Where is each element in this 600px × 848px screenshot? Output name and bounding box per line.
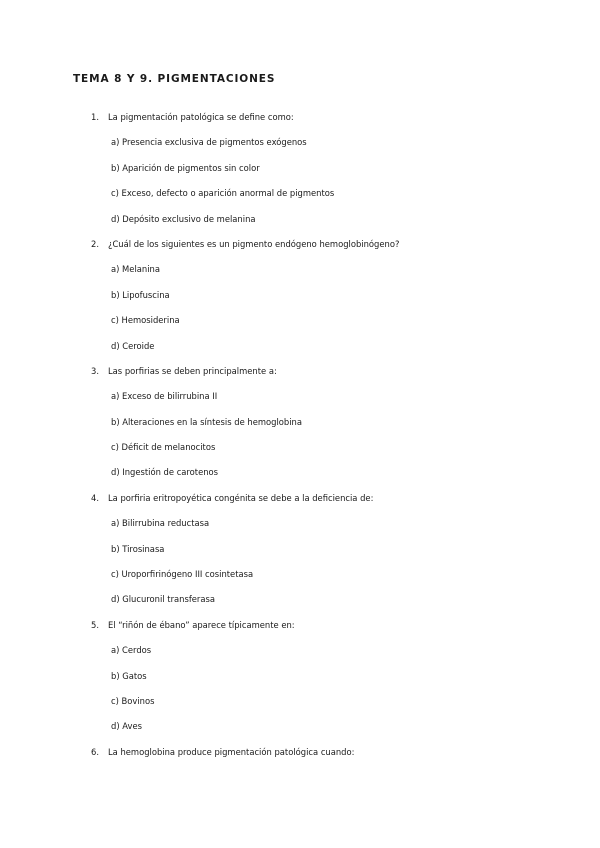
question-text: La hemoglobina produce pigmentación patológica cuando: [108,746,355,757]
question-number: 6. [91,746,99,757]
answer-option [0,389,600,414]
answer-option-text: d) Depósito exclusivo de melanina [111,213,256,224]
answer-option-text: b) Tirosinasa [111,543,165,554]
answer-option-text: c) Déficit de melanocitos [111,442,216,453]
answer-option [0,440,600,465]
answer-option-text: a) Exceso de bilirrubina II [111,391,218,402]
question-6 [0,745,600,770]
answer-option-text: c) Bovinos [111,695,155,706]
question-3 [0,364,600,491]
answer-option-text: d) Ceroide [111,340,155,351]
answer-option [0,161,600,186]
question-text: ¿Cuál de los siguientes es un pigmento endógeno hemoglobinógeno? [108,238,400,249]
answer-option-text: a) Cerdos [111,645,152,656]
question-header [0,237,600,262]
answer-option-text: c) Hemosiderina [111,315,180,326]
answer-option [0,339,600,364]
question-header [0,618,600,643]
page-title: TEMA 8 Y 9. PIGMENTACIONES [73,73,276,85]
answer-option-text: a) Bilirrubina reductasa [111,518,210,529]
question-5 [0,618,600,745]
answer-option [0,592,600,617]
question-header [0,364,600,389]
answer-option-text: c) Exceso, defecto o aparición anormal de pigmentos [111,188,335,199]
answer-option [0,516,600,541]
question-number: 4. [91,492,99,503]
answer-option-text: b) Gatos [111,670,147,681]
answer-option [0,288,600,313]
question-text: La pigmentación patológica se define como: [108,112,294,122]
question-header [0,491,600,516]
answer-option [0,694,600,719]
answer-option-text: d) Glucuronil transferasa [111,594,215,605]
answer-option [0,567,600,592]
question-2 [0,237,600,364]
question-text: El “riñón de ébano” aparece típicamente en: [108,619,295,630]
answer-option [0,186,600,211]
answer-option-text: a) Melanina [111,264,160,275]
answer-option-text: b) Aparición de pigmentos sin color [111,162,260,173]
answer-option [0,643,600,668]
answer-option-text: b) Alteraciones en la síntesis de hemoglobina [111,416,302,427]
answer-option-text: b) Lipofuscina [111,289,170,300]
question-header [0,745,600,770]
question-1 [0,110,600,237]
answer-option [0,135,600,160]
question-number: 3. [91,365,99,376]
question-text: La porfiria eritropoyética congénita se debe a la deficiencia de: [108,492,374,503]
answer-option [0,212,600,237]
question-4 [0,491,600,618]
answer-option-text: c) Uroporfirinógeno III cosintetasa [111,569,254,580]
answer-option [0,415,600,440]
answer-option-text: d) Aves [111,721,142,732]
answer-option [0,465,600,490]
question-text: Las porfirias se deben principalmente a: [108,365,277,376]
answer-option [0,719,600,744]
question-list [0,110,600,770]
question-header [0,110,600,135]
answer-option [0,313,600,338]
answer-option [0,669,600,694]
question-number: 2. [91,238,99,249]
answer-option [0,542,600,567]
question-number: 5. [91,619,99,630]
answer-option [0,262,600,287]
answer-option-text: a) Presencia exclusiva de pigmentos exógenos [111,137,307,148]
question-number: 1. [91,112,99,122]
answer-option-text: d) Ingestión de carotenos [111,467,219,478]
